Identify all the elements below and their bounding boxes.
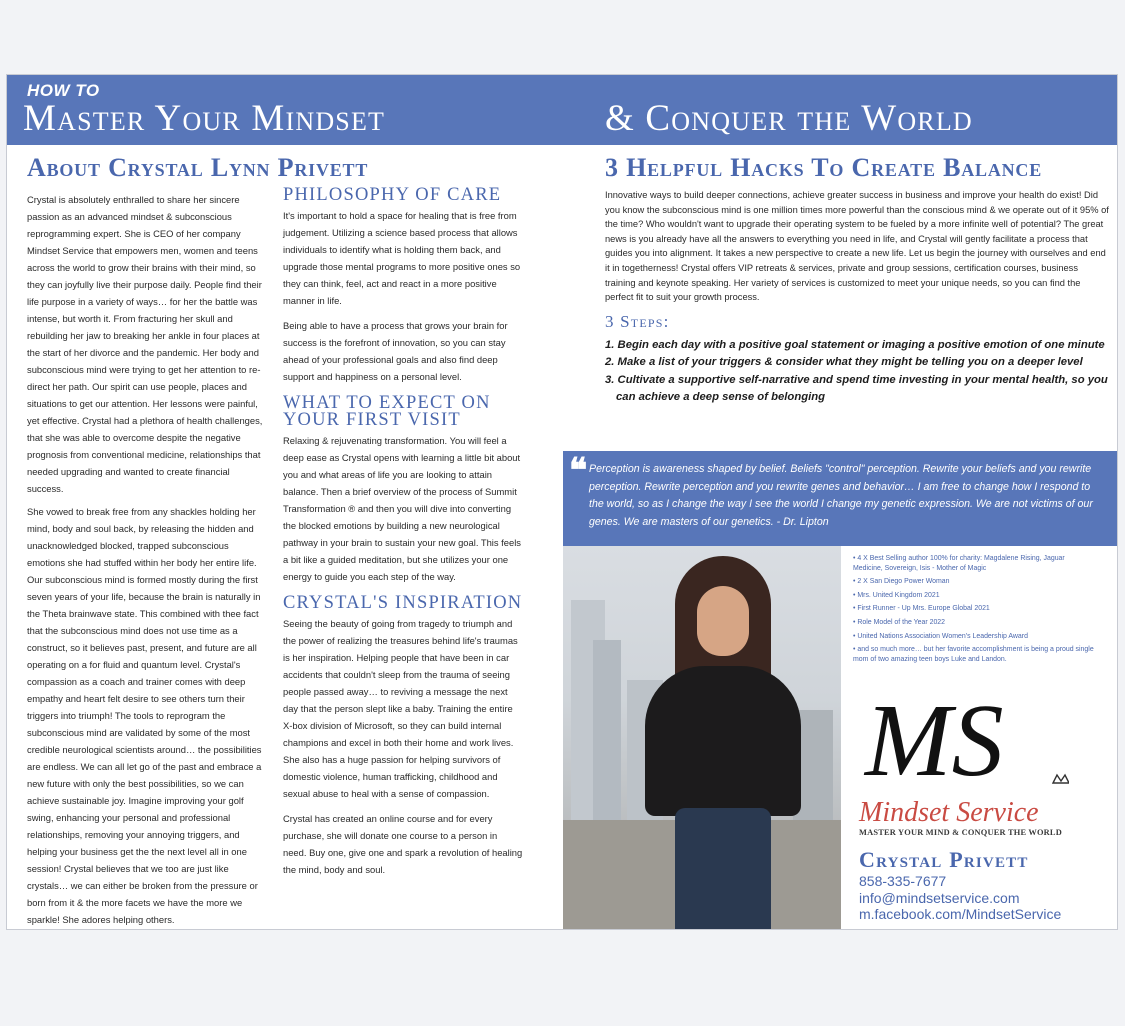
title-left: Master Your Mindset [23,98,386,139]
contact-name: Crystal Privett [859,847,1029,872]
woman-jeans [675,808,771,930]
accolade-item: • United Nations Association Women's Leadership Award [853,630,1028,640]
philosophy-heading: PHILOSOPHY OF CARE [283,185,502,205]
quote-mark-icon: ❝ [569,453,588,490]
expect-heading: WHAT TO EXPECT ON YOUR FIRST VISIT [283,393,491,430]
how-to-label: HOW TO [27,81,100,100]
hacks-column [605,153,1109,407]
inspiration-paragraph-1: Seeing the beauty of going from tragedy to triumph and the power of realizing the treasures behind life's traumas is her inspiration. Helping people that have been in car accidents that couldn't sleep from the trauma of seeing people passed away… to reviving a message the next day that the person slept like a baby. Training the entire X-box division of Microsoft, so they can build internal champions and excel in both their home and work lives. She also has a huge passion for helping survivors of domestic violence, human trafficking, childhood and sexual abuse to heal with a sense of compassion. [283,618,518,799]
brand-name: Mindset Service [859,797,1039,828]
inspiration-heading: CRYSTAL'S INSPIRATION [283,593,523,613]
portrait-photo [563,546,841,930]
hacks-heading: 3 Helpful Hacks To Create Balance [605,153,1043,182]
about-paragraph-1: Crystal is absolutely enthralled to share her sincere passion as an advanced mindset & subconscious reprogramming expert. She is CEO of her company Mindset Service that empowers men, women and teens across the world to grow their brains with their mind, so they can joyfully live their purpose daily. People find their life purpose in a variety of ways… for her the battle was intense, but worth it. From fracturing her skull and rebuilding her jaw to breaking her ankle in four places at the start of her divorce and the pandemic. Her body and subconscious mind were trying to get her attention to re-direct her path. Our spirit can use people, places and situations to get our attention. Her lessons were painful, yet effective. Crystal had a plethora of health challenges, that she was able to overcome despite the negative prognosis from conventional medicine, relationships that needed upgrading and wanted to create financial success. [27,194,263,494]
ms-monogram-logo [859,679,1069,799]
quote-text: Perception is awareness shaped by belief. Beliefs "control" perception. Rewrite your beliefs and you rewrite perception. Rewrite perception and you rewrite genes and behavior… I am free to change how I respond to the world, so as I change the way I see the world I change my genetic expression. We are not victims of our genes. We are masters of our genetics. - Dr. Lipton [589,463,1093,528]
ms-monogram-text: MS [865,683,1004,798]
brand-tagline: MASTER YOUR MIND & CONQUER THE WORLD [859,828,1062,837]
contact-email[interactable]: info@mindsetservice.com [859,890,1020,906]
philosophy-column [283,187,523,878]
expect-paragraph: Relaxing & rejuvenating transformation. You will feel a deep ease as Crystal opens with learning a little bit about you and what areas of life you are looking to attain balance. Then a brief overview of the process of Summit Transformation ® and then you will dive into converting the blocked emotions by building a new neurological pathway in your brain to sustain your new goal. This feels a bit like a guided meditation, but she utilizes your one energy to guide you each step of the way. [283,435,521,582]
step-item: 1. Begin each day with a positive goal statement or imaging a positive emotion of one minute [605,338,1105,351]
about-heading: About Crystal Lynn Privett [27,153,369,182]
hacks-intro: Innovative ways to build deeper connections, achieve greater success in business and improve your health do exist! Did you know the subconscious mind is one million times more powerful than the conscious mind & we operate out of it 95% of the time? Who wouldn't want to upgrade their operating system to be fueled by a more infinite well of potential? The great news is you already have all the answers to everything you need in life, and Crystal will gently facilitate a process that guides you into alignment. It takes a new perspective to create a new life. Let us begin the journey with ourselves and end it in togetherness! Crystal offers VIP retreats & services, private and group sessions, certification courses, business training and keynote speaking. Her variety of services is customized to meet your unique needs, so you can find the perfect fit to suit your growth process. [605,190,1109,303]
title-right: & Conquer the World [605,98,973,139]
inspiration-paragraph-2: Crystal has created an online course and for every purchase, she will donate one course to a person in need. Buy one, give one and spark a revolution of healing the mind, body and soul. [283,813,523,875]
accolade-item: • Mrs. United Kingdom 2021 [853,589,940,599]
contact-phone[interactable]: 858-335-7677 [859,873,947,889]
woman-face [697,586,749,656]
steps-title: 3 Steps: [605,311,670,331]
about-column [27,153,369,928]
title-banner [7,75,1118,145]
magazine-spread [6,74,1118,930]
quote-box [563,451,1118,546]
accolade-item: • and so much more… but her favorite accomplishment is being a proud single mom of two amazing teen boys Luke and Landon. [853,644,1094,663]
steps-list [605,337,1109,407]
accolade-item: • Role Model of the Year 2022 [853,616,946,626]
accolade-item: • First Runner - Up Mrs. Europe Global 2021 [853,603,990,613]
philosophy-paragraph-1: It's important to hold a space for healing that is free from judgement. Utilizing a science based process that allows individuals to identify what is holding them back, and upgrade those mental programs to more positive ones so they can think, feel, act and react in a more positive manner in life. [283,210,521,306]
accolade-item: • 4 X Best Selling author 100% for charity: Magdalene Rising, Jaguar Medicine, Sovereign, Isis - Mother of Magic [853,553,1065,572]
step-item: 3. Cultivate a supportive self-narrative and spend time investing in your mental health, so you can achieve a deep sense of belonging [605,373,1108,404]
accolades-list [853,553,1111,667]
contact-facebook[interactable]: m.facebook.com/MindsetService [859,906,1062,922]
philosophy-paragraph-2: Being able to have a process that grows your brain for success is the forefront of innovation, so you can stay ahead of your professional goals and also find deep support and happiness on a personal level. [283,320,508,382]
step-item: 2. Make a list of your triggers & consider what they might be telling you on a deeper level [605,356,1083,369]
crown-icon [1053,775,1069,783]
accolade-item: • 2 X San Diego Power Woman [853,576,950,586]
woman-jacket [645,666,801,816]
about-paragraph-2: She vowed to break free from any shackles holding her mind, body and soul back, by releasing the hidden and unacknowledged blocked, trapped subconscious emotions she had stuffed within her body her entire life. Our subconscious mind is formed mostly during the first seven years of your life, because the brain is naturally in the Theta brainwave state. This combined with thee fact that the subconscious mind does not use time as a construct, so it believes past, present, and future are all operating on a for fluid and quantum level. Crystal's compassion as a coach and trainer comes with deep empathy and heart felt desire to see others turn their triggers into triumph! The tools to reprogram the subconscious mind are validated by some of the most credible neurological scientists around… the possibilities are endless. We can all let go of the past and embrace a new future with only the best possibilities, so we can achieve sustainable joy. Imagine improving your golf swing, enhancing your personal and professional relationships, removing your annoying triggers, and helping your business get the the next level all in one session! Crystal believes that we too are just like crystals… we can either be broken from the pressure or born from it & the more facets we have the more we sparkle! She adores helping others. [27,506,262,925]
